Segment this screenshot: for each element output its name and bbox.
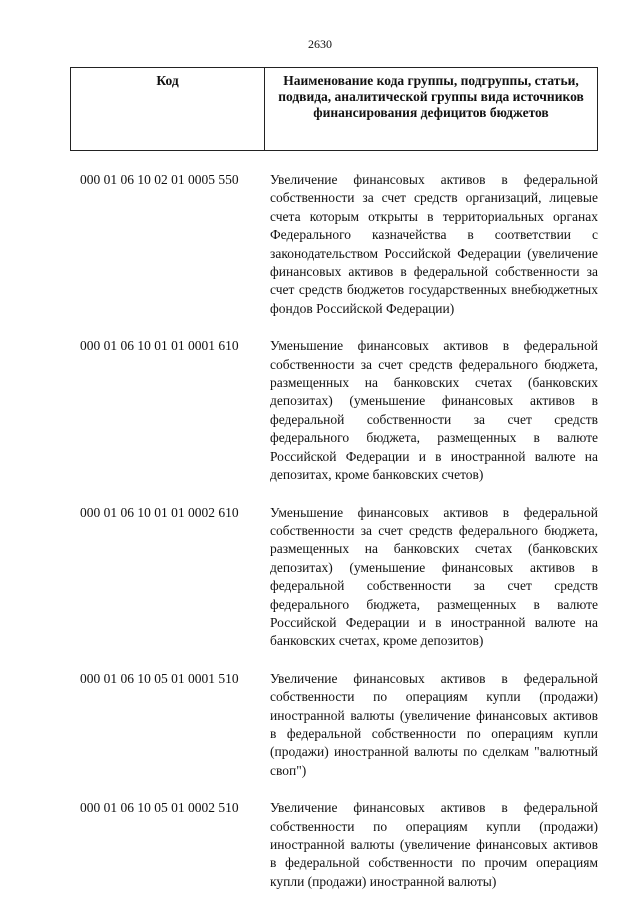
header-name-label: Наименование кода группы, подгруппы, статьи, подвида, аналитической группы вида источников финансирования дефицитов бюджетов [278, 73, 584, 120]
entry-text: Уменьшение финансовых активов в федеральной собственности за счет средств федерального бюджета, размещенных на банковских счетах (банковских депозитах) (уменьшение финансовых активов в федеральной собственности за счет средств федерального бюджета, размещенных в валюте Российской Федерации и в иностранной валюте на депозитах, кроме банковских счетов) [270, 338, 598, 483]
header-code-label: Код [71, 68, 265, 150]
list-item [80, 670, 600, 780]
entry-text: Увеличение финансовых активов в федеральной собственности по операциям купли (продажи) иностранной валюты (увеличение финансовых активов в федеральной собственности по прочим операциям купли (продажи) иностранной валюты) [270, 800, 598, 889]
list-item [80, 504, 600, 651]
entry-code: 000 01 06 10 05 01 0002 510 [80, 800, 239, 816]
list-item [80, 171, 600, 318]
entry-code: 000 01 06 10 02 01 0005 550 [80, 172, 239, 187]
list-item [80, 799, 600, 891]
entry-text: Уменьшение финансовых активов в федеральной собственности за счет средств федерального бюджета, размещенных на банковских счетах (банковских депозитах) (уменьшение финансовых активов в федеральной собственности за счет средств федерального бюджета, размещенных в валюте Российской Федерации и в иностранной валюте на банковских счетах, кроме депозитов) [270, 504, 598, 649]
table-header [70, 67, 598, 151]
page-number: 2630 [308, 37, 332, 51]
list-item [80, 337, 600, 484]
entries-list [80, 171, 600, 910]
entry-text: Увеличение финансовых активов в федеральной собственности по операциям купли (продажи) иностранной валюты (увеличение финансовых активов в федеральной собственности по операциям купли (продажи) иностранной валюты по сделкам "валютный своп") [270, 670, 598, 778]
entry-text: Увеличение финансовых активов в федеральной собственности за счет средств организаций, лицевые счета которым открыты в территориальных органах Федерального казначейства в соответствии с законодательством Российской Федерации (увеличение финансовых активов в федеральной собственности за счет средств бюджетов государственных внебюджетных фондов Российской Федерации) [270, 172, 598, 316]
entry-code: 000 01 06 10 01 01 0002 610 [80, 504, 239, 520]
entry-code: 000 01 06 10 01 01 0001 610 [80, 338, 239, 354]
entry-code: 000 01 06 10 05 01 0001 510 [80, 670, 239, 686]
